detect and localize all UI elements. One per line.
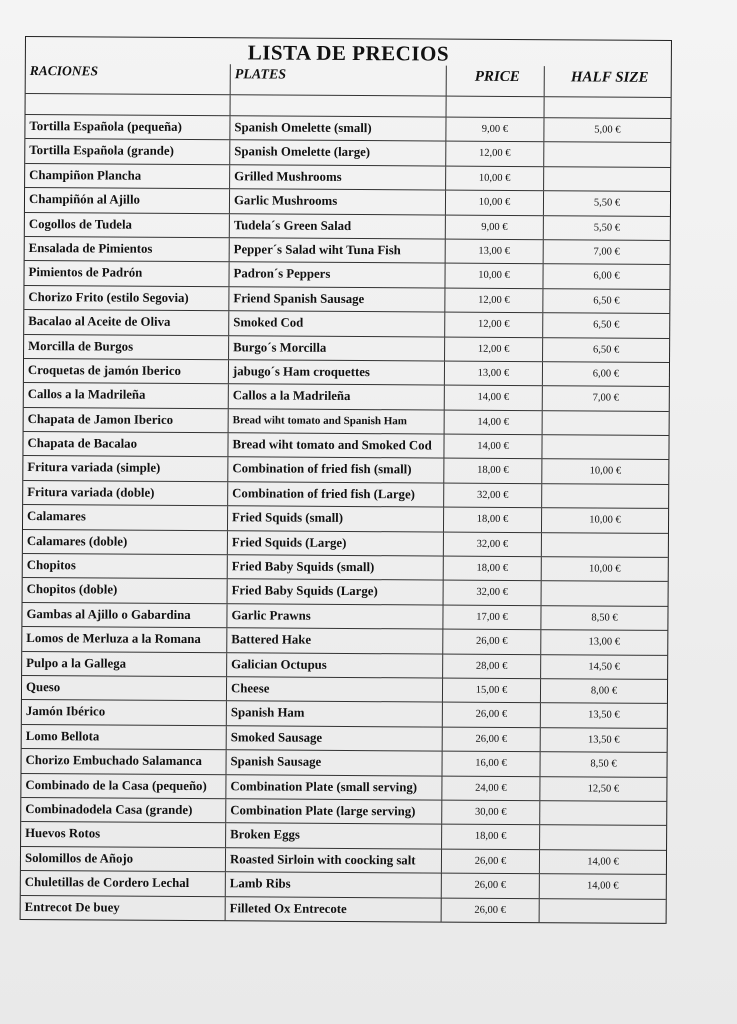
plate-cell: Fried Squids (Large) bbox=[228, 531, 444, 556]
price-cell: 18,00 € bbox=[444, 557, 542, 581]
racion-cell: Chuletillas de Cordero Lechal bbox=[21, 871, 226, 896]
spacer-cell bbox=[447, 97, 545, 118]
price-cell: 24,00 € bbox=[442, 776, 540, 800]
half-size-cell: 8,00 € bbox=[590, 685, 618, 697]
plate-cell: Callos a la Madrileña bbox=[229, 385, 445, 410]
plate-cell: Combination Plate (large serving) bbox=[226, 799, 442, 824]
price-cell: 12,00 € bbox=[445, 288, 543, 312]
price-cell: 14,00 € bbox=[445, 386, 543, 410]
price-cell: 9,00 € bbox=[446, 215, 544, 239]
plate-cell: Combination Plate (small serving) bbox=[226, 775, 442, 800]
half-size-cell bbox=[543, 411, 669, 435]
racion-cell: Pimientos de Padrón bbox=[24, 261, 229, 286]
plate-cell: Fried Baby Squids (Large) bbox=[228, 580, 444, 605]
racion-cell: Pulpo a la Gallega bbox=[22, 652, 227, 677]
racion-cell: Chorizo Embuchado Salamanca bbox=[22, 749, 227, 774]
racion-cell: Chapata de Jamon Iberico bbox=[24, 408, 229, 433]
price-cell: 18,00 € bbox=[444, 459, 542, 483]
price-cell: 30,00 € bbox=[442, 801, 540, 825]
racion-cell: Chorizo Frito (estilo Segovia) bbox=[24, 286, 229, 311]
racion-cell: Lomo Bellota bbox=[22, 725, 227, 750]
price-cell: 26,00 € bbox=[442, 898, 540, 922]
price-cell: 26,00 € bbox=[443, 727, 541, 751]
racion-cell: Fritura variada (simple) bbox=[23, 456, 228, 481]
plate-cell: Garlic Mushrooms bbox=[230, 189, 446, 214]
header-price: PRICE bbox=[447, 66, 545, 97]
plate-cell: Combination of fried fish (Large) bbox=[228, 482, 444, 507]
half-size-cell: 6,50 € bbox=[593, 319, 620, 331]
price-cell: 10,00 € bbox=[445, 264, 543, 288]
half-size-cell: 5,50 € bbox=[593, 222, 620, 234]
racion-cell: Chopitos bbox=[23, 554, 228, 579]
racion-cell: Ensalada de Pimientos bbox=[25, 237, 230, 262]
racion-cell: Huevos Rotos bbox=[21, 822, 226, 847]
racion-cell: Callos a la Madrileña bbox=[24, 383, 229, 408]
racion-cell: Chapata de Bacalao bbox=[23, 432, 228, 457]
racion-cell: Combinadodela Casa (grande) bbox=[21, 798, 226, 823]
page-title: LISTA DE PRECIOS bbox=[247, 40, 450, 66]
half-size-cell: 10,00 € bbox=[589, 514, 621, 526]
racion-cell: Tortilla Española (grande) bbox=[25, 139, 230, 164]
price-cell: 14,00 € bbox=[444, 435, 542, 459]
half-size-cell: 14,00 € bbox=[587, 880, 619, 892]
price-cell: 12,00 € bbox=[445, 313, 543, 337]
plate-cell: Smoked Cod bbox=[229, 311, 445, 336]
plate-cell: Garlic Prawns bbox=[227, 604, 443, 629]
half-size-cell: 6,50 € bbox=[592, 343, 620, 356]
price-cell: 26,00 € bbox=[442, 874, 540, 898]
plate-cell: Tudela´s Green Salad bbox=[230, 214, 446, 239]
price-cell: 32,00 € bbox=[444, 581, 542, 605]
plate-cell: Roasted Sirloin with coocking salt bbox=[226, 848, 442, 873]
price-cell: 26,00 € bbox=[443, 630, 541, 654]
half-size-cell bbox=[542, 533, 668, 557]
plate-cell: Bread wiht tomato and Spanish Ham bbox=[229, 409, 445, 434]
price-cell: 9,00 € bbox=[446, 118, 544, 142]
spacer-cell bbox=[231, 95, 447, 116]
half-size-cell: 12,50 € bbox=[587, 782, 620, 795]
plate-cell: Broken Eggs bbox=[226, 824, 442, 849]
plate-cell: Spanish Ham bbox=[227, 702, 443, 727]
half-size-cell: 14,00 € bbox=[587, 856, 619, 868]
racion-cell: Solomillos de Añojo bbox=[21, 847, 226, 872]
half-size-cell: 10,00 € bbox=[589, 465, 622, 478]
racion-cell: Calamares (doble) bbox=[23, 530, 228, 555]
plate-cell: Bread wiht tomato and Smoked Cod bbox=[228, 433, 444, 458]
price-cell: 32,00 € bbox=[444, 483, 542, 507]
price-cell: 14,00 € bbox=[445, 410, 543, 434]
header-row bbox=[26, 63, 671, 98]
half-size-cell: 6,00 € bbox=[592, 368, 620, 380]
plate-cell: Friend Spanish Sausage bbox=[229, 287, 445, 312]
price-cell: 17,00 € bbox=[443, 605, 541, 629]
spacer-cell bbox=[26, 94, 231, 115]
plate-cell: Spanish Sausage bbox=[226, 750, 442, 775]
plate-cell: Spanish Omelette (large) bbox=[230, 141, 446, 166]
price-cell: 18,00 € bbox=[442, 825, 540, 849]
price-cell: 26,00 € bbox=[442, 849, 540, 873]
plate-cell: Combination of fried fish (small) bbox=[228, 458, 444, 483]
price-cell: 16,00 € bbox=[442, 752, 540, 776]
price-cell: 12,00 € bbox=[445, 337, 543, 361]
half-size-cell: 10,00 € bbox=[588, 563, 621, 575]
racion-cell: Gambas al Ajillo o Gabardina bbox=[22, 603, 227, 628]
table-row bbox=[21, 895, 666, 923]
price-cell: 13,00 € bbox=[446, 240, 544, 264]
racion-cell: Fritura variada (doble) bbox=[23, 481, 228, 506]
plate-cell: Fried Squids (small) bbox=[228, 506, 444, 531]
half-size-cell: 5,50 € bbox=[593, 197, 621, 209]
plate-cell: Padron´s Peppers bbox=[229, 263, 445, 288]
racion-cell: Cogollos de Tudela bbox=[25, 213, 230, 238]
plate-cell: Lamb Ribs bbox=[226, 872, 442, 897]
plate-cell: Cheese bbox=[227, 677, 443, 702]
racion-cell: Queso bbox=[22, 676, 227, 701]
racion-cell: Jamón Ibérico bbox=[22, 700, 227, 725]
half-size-cell: 6,00 € bbox=[593, 270, 620, 282]
racion-cell: Calamares bbox=[23, 505, 228, 530]
header-raciones: RACIONES bbox=[26, 63, 231, 94]
racion-cell: Croquetas de jamón Iberico bbox=[24, 359, 229, 384]
header-half-size: HALF SIZE bbox=[570, 69, 649, 86]
racion-cell: Tortilla Española (pequeña) bbox=[25, 115, 230, 140]
racion-cell: Chopitos (doble) bbox=[23, 578, 228, 603]
price-cell: 32,00 € bbox=[444, 532, 542, 556]
half-size-cell: 7,00 € bbox=[593, 246, 620, 258]
price-cell: 13,00 € bbox=[445, 361, 543, 385]
spacer-cell bbox=[545, 97, 671, 118]
plate-cell: Spanish Omelette (small) bbox=[230, 116, 446, 141]
plate-cell: Filleted Ox Entrecote bbox=[226, 897, 442, 922]
plate-cell: Burgo´s Morcilla bbox=[229, 336, 445, 361]
plate-cell: Galician Octupus bbox=[227, 653, 443, 678]
price-list-table bbox=[20, 36, 672, 924]
header-plates: PLATES bbox=[231, 64, 447, 95]
plate-cell: Pepper´s Salad wiht Tuna Fish bbox=[230, 238, 446, 263]
price-cell: 18,00 € bbox=[444, 508, 542, 532]
racion-cell: Entrecot De buey bbox=[21, 895, 226, 920]
half-size-cell: 13,50 € bbox=[587, 734, 620, 746]
half-size-cell bbox=[542, 484, 668, 508]
racion-cell: Champiñon Plancha bbox=[25, 164, 230, 189]
plate-cell: Fried Baby Squids (small) bbox=[228, 555, 444, 580]
half-size-cell bbox=[540, 825, 666, 849]
price-cell: 15,00 € bbox=[443, 679, 541, 703]
plate-cell: Grilled Mushrooms bbox=[230, 165, 446, 190]
racion-cell: Bacalao al Aceite de Oliva bbox=[24, 310, 229, 335]
price-cell: 12,00 € bbox=[446, 142, 544, 166]
racion-cell: Lomos de Merluza a la Romana bbox=[22, 627, 227, 652]
half-size-cell bbox=[540, 899, 666, 923]
plate-cell: jabugo´s Ham croquettes bbox=[229, 360, 445, 385]
racion-cell: Champiñón al Ajillo bbox=[25, 188, 230, 213]
half-size-cell bbox=[544, 143, 670, 167]
price-cell: 26,00 € bbox=[443, 703, 541, 727]
half-size-cell: 6,50 € bbox=[593, 295, 620, 307]
half-size-cell: 14,50 € bbox=[588, 661, 620, 673]
half-size-cell: 7,00 € bbox=[592, 392, 619, 404]
half-size-cell: 13,00 € bbox=[588, 636, 621, 648]
half-size-cell: 13,50 € bbox=[588, 709, 620, 722]
half-size-cell: 8,50 € bbox=[590, 758, 617, 770]
half-size-cell bbox=[540, 801, 666, 825]
half-size-cell bbox=[542, 582, 668, 606]
racion-cell: Combinado de la Casa (pequeño) bbox=[21, 774, 226, 799]
plate-cell: Smoked Sausage bbox=[227, 726, 443, 751]
half-size-cell bbox=[544, 167, 670, 191]
price-cell: 10,00 € bbox=[446, 166, 544, 190]
half-size-cell: 8,50 € bbox=[591, 612, 618, 624]
racion-cell: Morcilla de Burgos bbox=[24, 335, 229, 360]
price-cell: 28,00 € bbox=[443, 654, 541, 678]
menu-rows bbox=[21, 115, 671, 924]
half-size-cell: 5,00 € bbox=[594, 124, 621, 136]
half-size-cell bbox=[542, 435, 668, 459]
price-cell: 10,00 € bbox=[446, 191, 544, 215]
plate-cell: Battered Hake bbox=[227, 628, 443, 653]
